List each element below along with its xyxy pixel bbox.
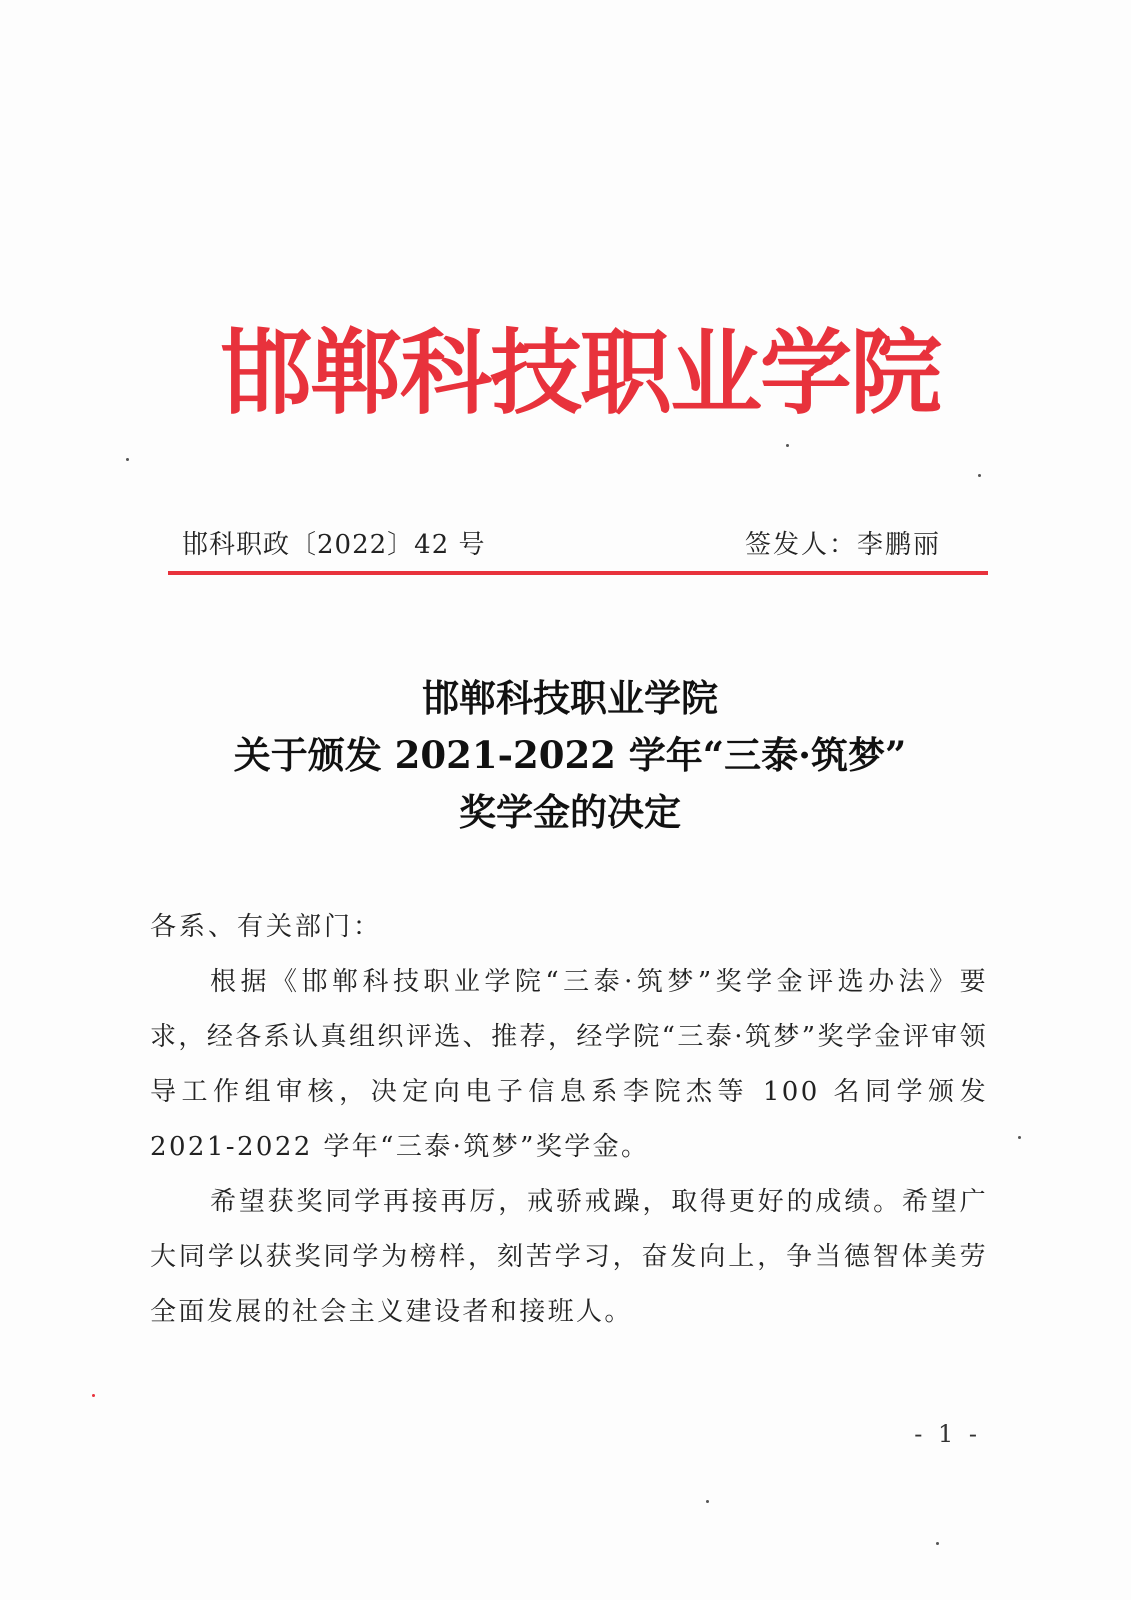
page-number: - 1 - xyxy=(914,1420,981,1448)
body-paragraph-2: 希望获奖同学再接再厉，戒骄戒躁，取得更好的成绩。希望广大同学以获奖同学为榜样，刻苦学习，奋发向上，争当德智体美劳全面发展的社会主义建设者和接班人。 xyxy=(150,1187,988,1327)
scan-speck xyxy=(126,458,129,461)
signer: 签发人：李鹏丽 xyxy=(744,530,941,560)
title-line-3: 奖学金的决定 xyxy=(459,790,681,834)
salutation: 各系、有关部门： xyxy=(150,912,383,942)
scan-speck xyxy=(786,444,789,447)
title-line-2: 关于颁发 2021-2022 学年“三泰·筑梦” xyxy=(233,733,907,777)
red-divider-line xyxy=(168,571,988,575)
scan-speck xyxy=(978,474,981,477)
body-paragraph-1: 根据《邯郸科技职业学院“三泰·筑梦”奖学金评选办法》要求，经各系认真组织评选、推荐，经学院“三泰·筑梦”奖学金评审领导工作组审核，决定向电子信息系李院杰等 100 名同学颁发 2021-2022 学年“三泰·筑梦”奖学金。 xyxy=(150,967,988,1162)
institution-masthead: 邯郸科技职业学院 xyxy=(219,319,940,427)
body-text xyxy=(150,955,988,1340)
scan-speck xyxy=(92,1394,95,1397)
document-title xyxy=(130,670,1010,841)
scan-speck xyxy=(936,1542,939,1545)
document-number: 邯科职政〔2022〕42 号 xyxy=(182,530,486,560)
scan-speck xyxy=(706,1500,709,1503)
title-line-1: 邯郸科技职业学院 xyxy=(422,676,718,720)
scan-speck xyxy=(1018,1136,1021,1139)
